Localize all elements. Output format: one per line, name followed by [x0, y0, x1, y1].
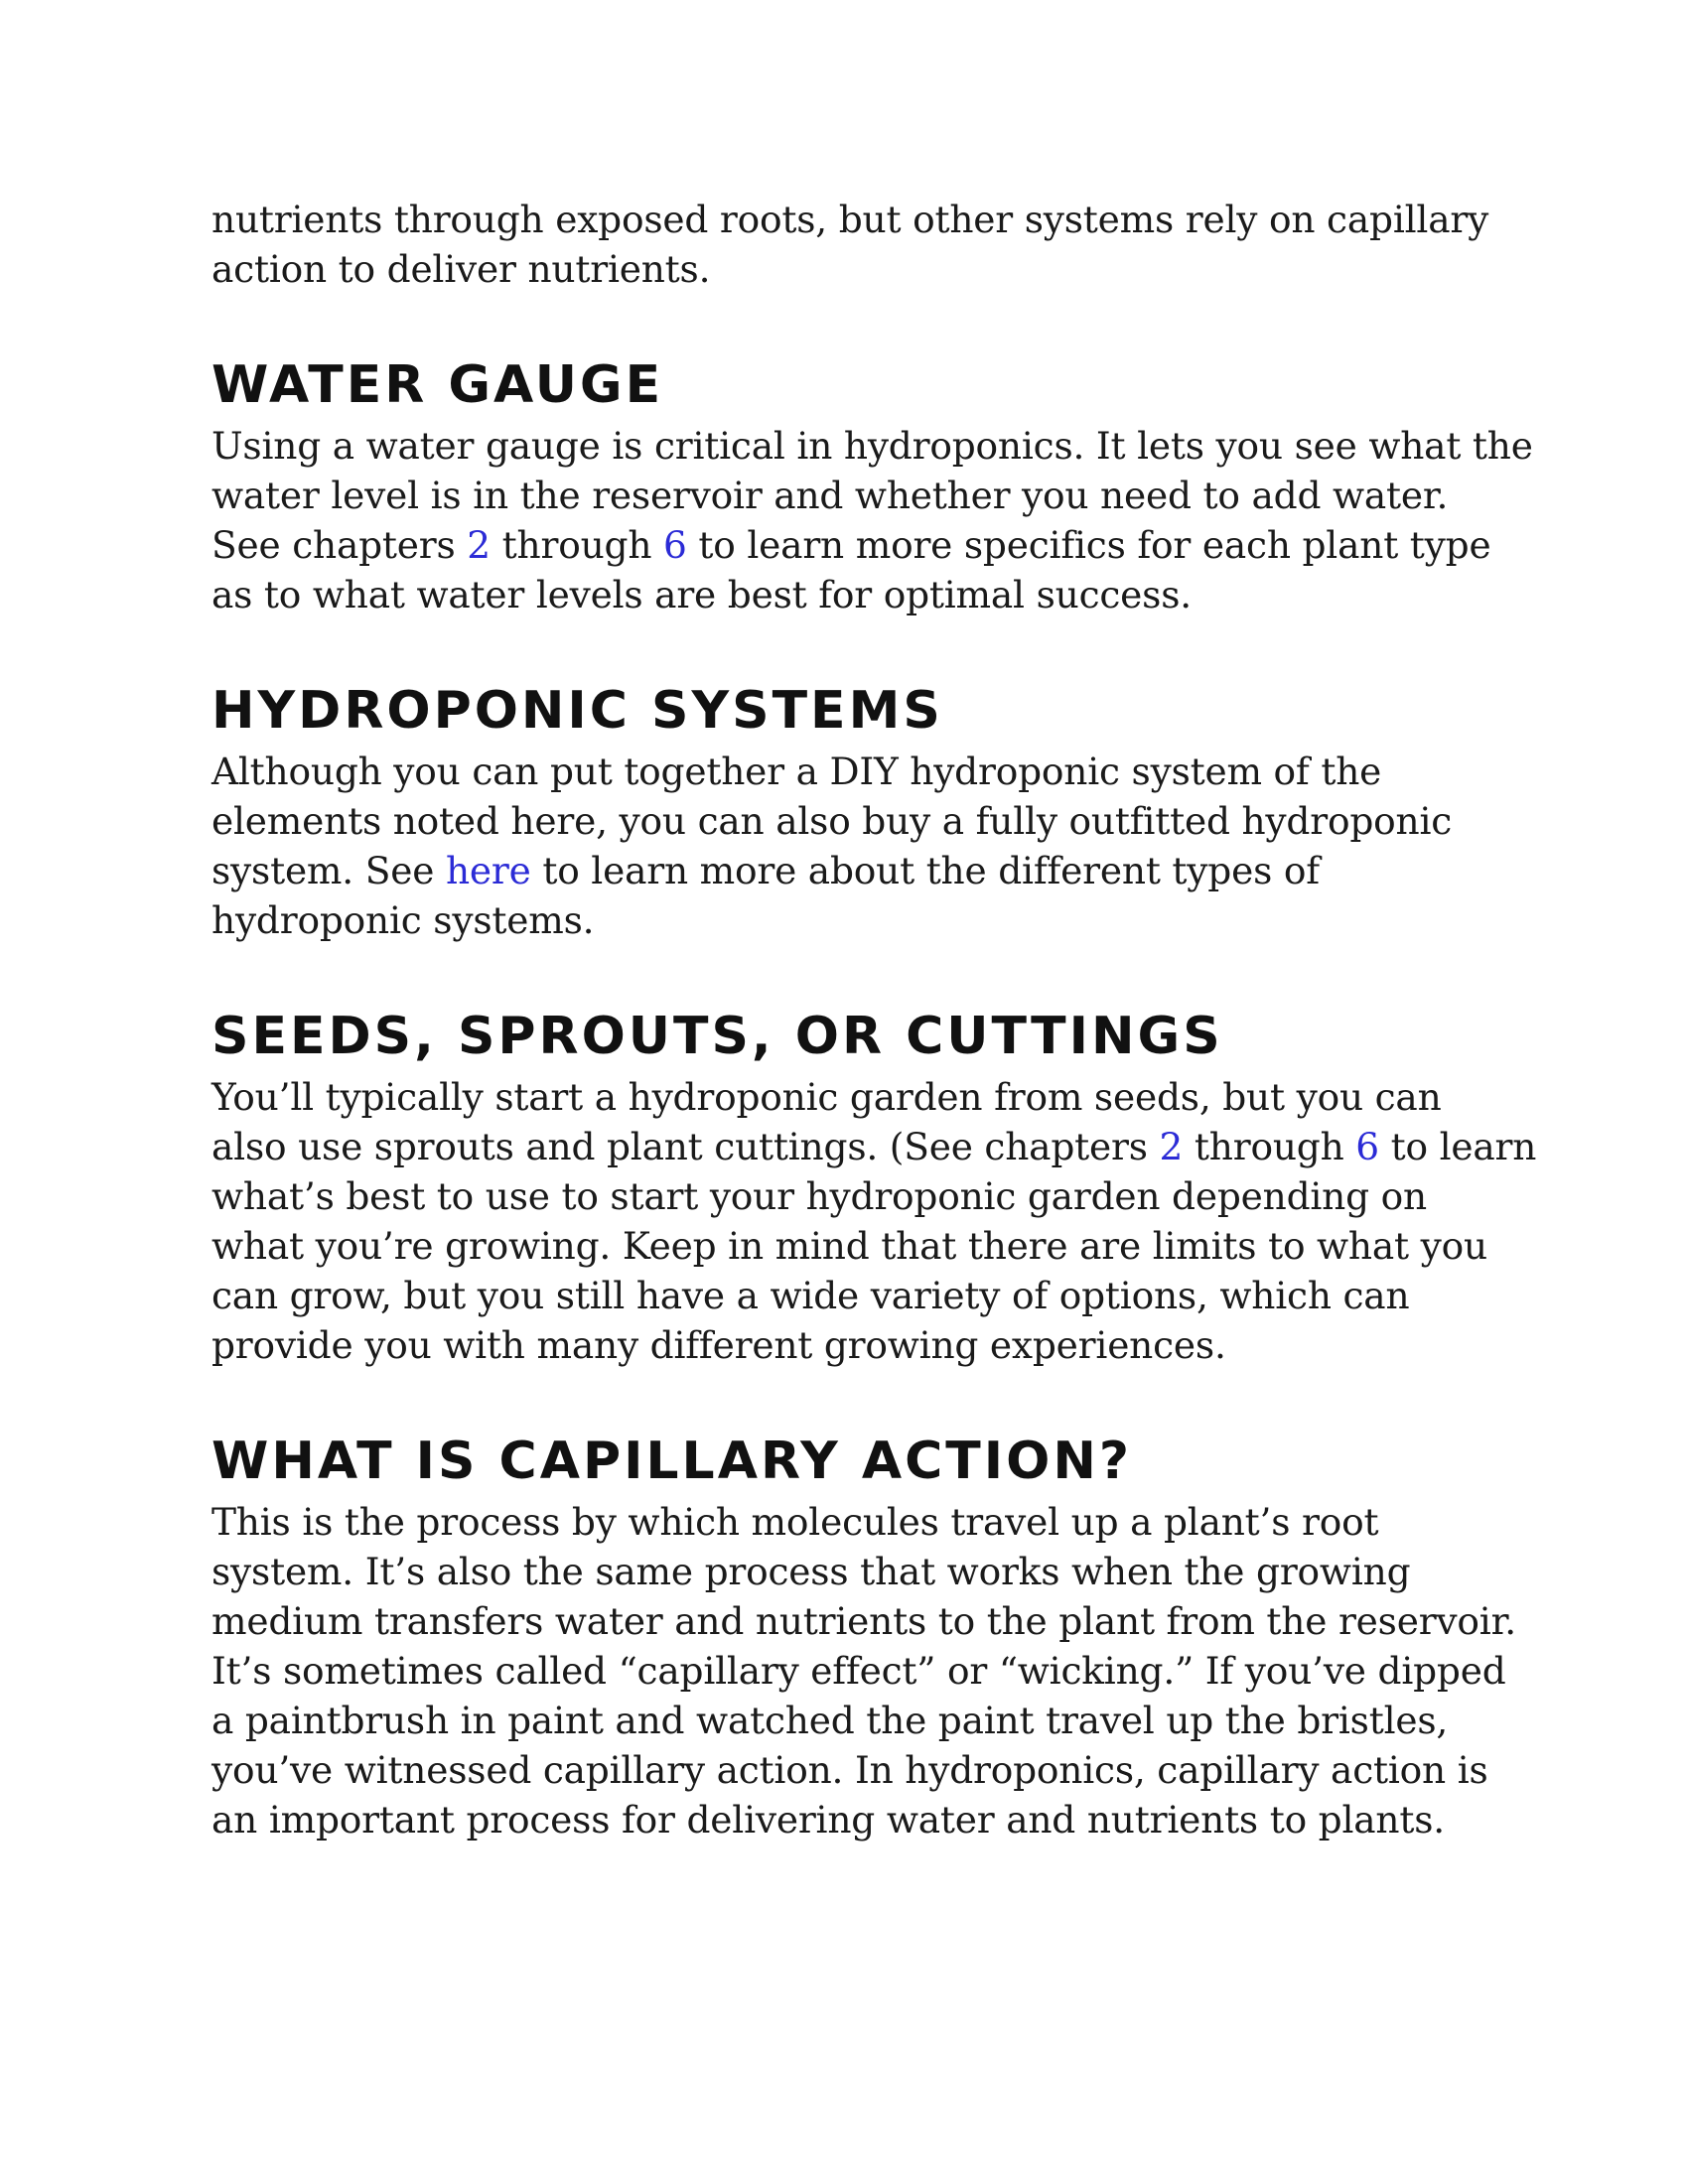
section-paragraph: [211, 1497, 1516, 1844]
text-line: This is the process by which molecules travel up a plant’s root: [211, 1500, 1379, 1544]
text-line: provide you with many different growing experiences.: [211, 1323, 1226, 1367]
section-heading: SEEDS, SPROUTS, OR CUTTINGS: [211, 1007, 1223, 1066]
text-segment: through: [1183, 1125, 1356, 1168]
section-hydroponic-systems: [211, 681, 1502, 945]
section-paragraph: [211, 747, 1502, 945]
section-heading: HYDROPONIC SYSTEMS: [211, 681, 943, 741]
text-line: [211, 520, 1502, 570]
page-content: [211, 195, 1537, 1844]
intro-paragraph: [211, 195, 1502, 294]
text-line: a paintbrush in paint and watched the paint travel up the bristles,: [211, 1699, 1449, 1742]
text-segment: See chapters: [211, 523, 468, 567]
text-line: medium transfers water and nutrients to the plant from the reservoir.: [211, 1599, 1516, 1643]
section-capillary-action: [211, 1432, 1516, 1844]
text-line: [211, 1122, 1537, 1171]
text-line: can grow, but you still have a wide variety of options, which can: [211, 1274, 1410, 1317]
section-paragraph: [211, 421, 1533, 619]
section-seeds-sprouts-cuttings: [211, 1007, 1537, 1370]
text-segment: to learn: [1378, 1125, 1537, 1168]
here-link[interactable]: here: [445, 849, 531, 892]
text-line: elements noted here, you can also buy a fully outfitted hydroponic: [211, 799, 1453, 843]
text-line: water level is in the reservoir and whether you need to add water.: [211, 474, 1449, 517]
text-segment: through: [490, 523, 664, 567]
text-line: what you’re growing. Keep in mind that there are limits to what you: [211, 1224, 1487, 1268]
section-heading: WHAT IS CAPILLARY ACTION?: [211, 1432, 1133, 1491]
section-paragraph: [211, 1072, 1537, 1370]
text-line: hydroponic systems.: [211, 898, 595, 942]
text-line: system. It’s also the same process that works when the growing: [211, 1550, 1411, 1593]
text-line: It’s sometimes called “capillary effect” or “wicking.” If you’ve dipped: [211, 1649, 1506, 1693]
text-line: You’ll typically start a hydroponic garden from seeds, but you can: [211, 1075, 1442, 1119]
text-line: Using a water gauge is critical in hydroponics. It lets you see what the: [211, 424, 1533, 468]
chapter-6-link[interactable]: 6: [663, 523, 687, 567]
text-line: nutrients through exposed roots, but other systems rely on capillary: [211, 198, 1489, 241]
chapter-2-link[interactable]: 2: [1159, 1125, 1184, 1168]
text-segment: system. See: [211, 849, 446, 892]
text-line: an important process for delivering water and nutrients to plants.: [211, 1798, 1446, 1842]
section-heading: WATER GAUGE: [211, 355, 664, 415]
text-segment: to learn more specifics for each plant type: [686, 523, 1491, 567]
text-line: [211, 846, 1502, 895]
text-line: you’ve witnessed capillary action. In hydroponics, capillary action is: [211, 1748, 1488, 1792]
text-line: Although you can put together a DIY hydroponic system of the: [211, 750, 1382, 793]
text-segment: also use sprouts and plant cuttings. (See chapters: [211, 1125, 1160, 1168]
chapter-6-link[interactable]: 6: [1355, 1125, 1379, 1168]
text-line: what’s best to use to start your hydroponic garden depending on: [211, 1174, 1427, 1218]
text-line: action to deliver nutrients.: [211, 247, 711, 291]
chapter-2-link[interactable]: 2: [467, 523, 491, 567]
text-line: as to what water levels are best for optimal success.: [211, 573, 1192, 616]
section-water-gauge: [211, 355, 1533, 619]
text-segment: to learn more about the different types of: [530, 849, 1320, 892]
